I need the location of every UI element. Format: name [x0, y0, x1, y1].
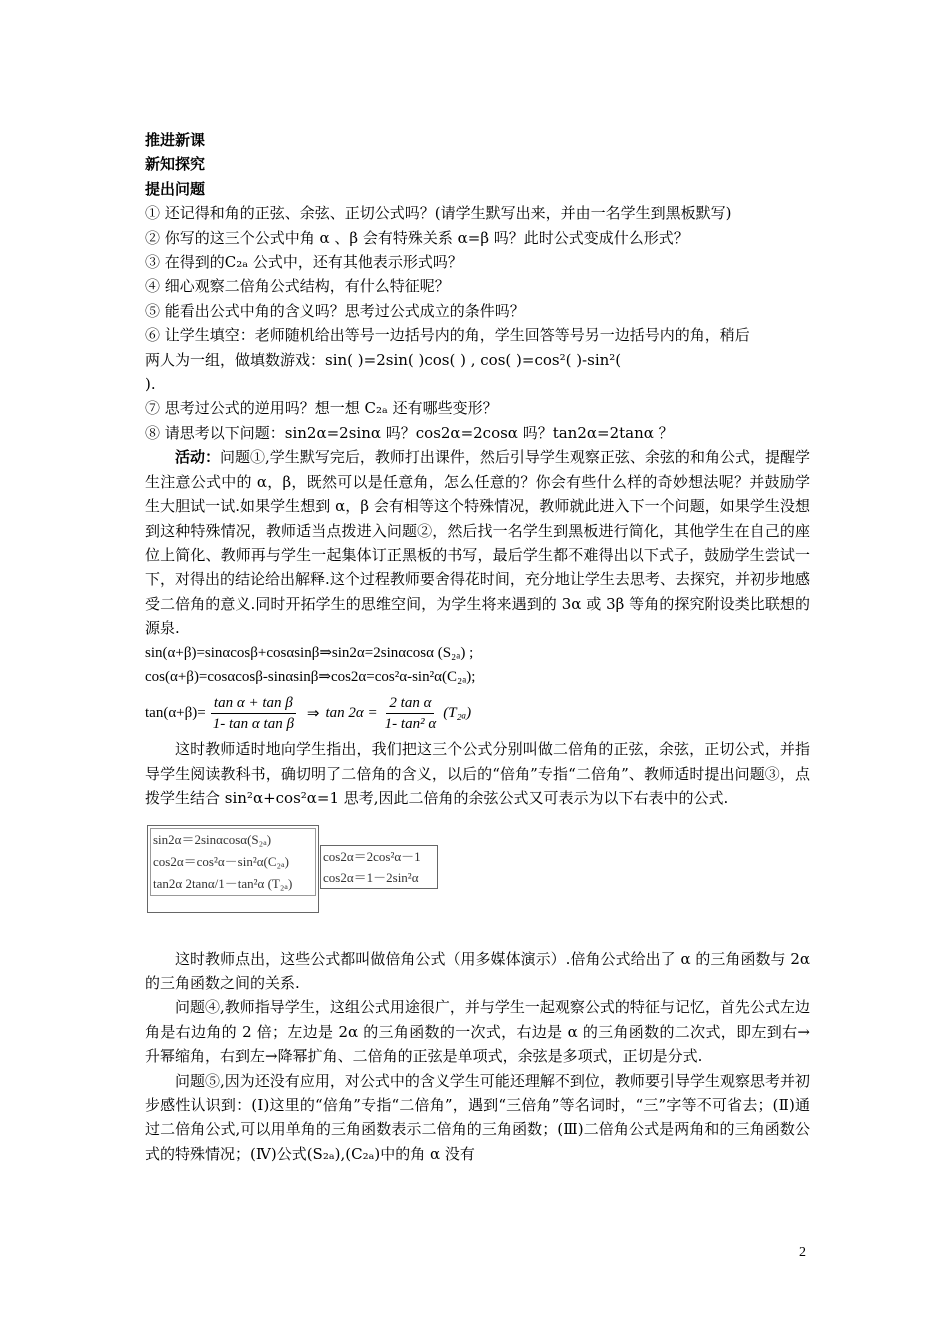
heading-explore: 新知探究	[145, 155, 206, 174]
tan2-left: tan 2α =	[325, 704, 378, 721]
table-row-cos-variant-2: cos2α＝1－2sin²α	[323, 869, 419, 885]
tan-sum-fraction	[210, 693, 297, 734]
tan2-fraction	[382, 693, 440, 734]
implies-arrow: ⇒	[306, 705, 320, 722]
question-1: ① 还记得和角的正弦、余弦、正切公式吗？(请学生默写出来，并由一名学生到黑板默写)	[145, 204, 732, 223]
page-number: 2	[799, 1245, 806, 1260]
question-6: ⑥ 让学生填空：老师随机给出等号一边括号内的角，学生回答等号另一边括号内的角，稍后	[145, 326, 750, 345]
tan-sum-numerator: tan α + tan β	[211, 693, 296, 714]
paragraph-question-5: 问题⑤,因为还没有应用，对公式中的含义学生可能还理解不到位，教师要引导学生观察思考并初步感性认识到：(Ⅰ)这里的“倍角”专指“二倍角”，遇到“三倍角”等名词时，“三”字等不可省去；(Ⅱ)通过二倍角公式,可以用单角的三角函数表示二倍角的三角函数；(Ⅲ)二倍角公式是两角和的三角函数公式的特殊情况；(Ⅳ)公式(S₂ₐ),(C₂ₐ)中的角 α 没有	[145, 1071, 810, 1163]
paragraph-double-angle-intro: 这时教师适时地向学生指出，我们把这三个公式分别叫做二倍角的正弦，余弦，正切公式，并指导学生阅读教科书，确切明了二倍角的含义，以后的“倍角”专指“二倍角”、教师适时提出问题③，点拨学生结合 sin²α+cos²α=1 思考,因此二倍角的余弦公式又可表示为以下右表中的公式.	[145, 740, 810, 808]
question-6-cont: 两人为一组，做填数游戏：sin( )=2sin( )cos( ) , cos( )=cos²( )-sin²(	[145, 350, 622, 369]
tan2-numerator: 2 tan α	[386, 693, 434, 714]
document-body	[145, 128, 810, 1166]
paragraph-question-4: 问题④,教师指导学生，这组公式用途很广，并与学生一起观察公式的特征与记忆，首先公式左边角是右边角的 2 倍；左边是 2α 的三角函数的一次式，右边是 α 的三角函数的二次式，即左到右→升幂缩角，右到左→降幂扩角、二倍角的正弦是单项式，余弦是多项式，正切是分式.	[145, 998, 810, 1066]
question-7: ⑦ 思考过公式的逆用吗？想一想 C₂ₐ 还有哪些变形？	[145, 399, 498, 418]
formula-cos-double: cos(α+β)=cosαcosβ-sinαsinβ⇒cos2α=cos²α-sin²α(C₂ₐ);	[145, 668, 476, 685]
formula-tan-double	[145, 689, 810, 737]
heading-new-lesson: 推进新课	[145, 131, 206, 149]
activity-text: 问题①,学生默写完后，教师打出课件，然后引导学生观察正弦、余弦的和角公式，提醒学生注意公式中的 α，β，既然可以是任意角，怎么任意的？你会有些什么样的奇妙想法呢？并鼓励学生大胆试一试.如果学生想到 α，β 会有相等这个特殊情况，教师就此进入下一个问题，如果学生没想到这种特殊情况，教师适当点拨进入问题②，然后找一名学生到黑板进行简化，其他学生在自己的座位上简化、教师再与学生一起集体订正黑板的书写，最后学生都不难得出以下式子，鼓励学生尝试一下，对得出的结论给出解释.这个过程教师要舍得花时间，充分地让学生去思考、去探究，并初步地感受二倍角的意义.同时开拓学生的思维空间，为学生将来遇到的 3α 或 3β 等角的探究附设类比联想的源泉.	[145, 448, 810, 638]
tan-sum-denominator: 1- tan α tan β	[212, 715, 294, 732]
formula-sin-double: sin(α+β)=sinαcosβ+cosαsinβ⇒sin2α=2sinαcosα (S₂ₐ) ;	[145, 644, 474, 661]
double-angle-formula-table	[147, 825, 319, 913]
paragraph-multiple-angle: 这时教师点出，这些公式都叫做倍角公式（用多媒体演示）.倍角公式给出了 α 的三角函数与 2α 的三角函数之间的关系.	[145, 949, 810, 992]
formula-tables	[145, 825, 810, 925]
question-6-end: ).	[145, 375, 156, 394]
heading-questions: 提出问题	[145, 179, 206, 198]
activity-label: 活动：	[175, 448, 221, 467]
question-5: ⑤ 能看出公式中角的含义吗？思考过公式成立的条件吗？	[145, 301, 525, 320]
cos-variant-table	[320, 845, 438, 889]
table-row-tan: tan2α 2tanα/1－tan²α (T₂ₐ)	[153, 875, 293, 891]
question-3: ③ 在得到的C₂ₐ 公式中，还有其他表示形式吗？	[145, 253, 463, 272]
tan-prefix: tan(α+β)=	[145, 704, 206, 721]
tan2-denominator: 1- tan² α	[384, 715, 437, 732]
activity-paragraph	[145, 445, 810, 640]
question-4: ④ 细心观察二倍角公式结构，有什么特征呢？	[145, 277, 450, 296]
table-row-sin: sin2α＝2sinαcosα(S₂ₐ)	[153, 831, 272, 847]
tan2-tag: (T₂ₐ)	[443, 704, 472, 721]
table-row-cos-variant-1: cos2α＝2cos²α－1	[323, 848, 421, 864]
question-2: ② 你写的这三个公式中角 α 、β 会有特殊关系 α=β 吗？此时公式变成什么形式？	[145, 228, 689, 247]
question-8: ⑧ 请思考以下问题：sin2α=2sinα 吗？cos2α=2cosα 吗？tan2α=2tanα ？	[145, 423, 674, 442]
table-row-cos: cos2α＝cos²α－sin²α(C₂ₐ)	[153, 853, 289, 869]
